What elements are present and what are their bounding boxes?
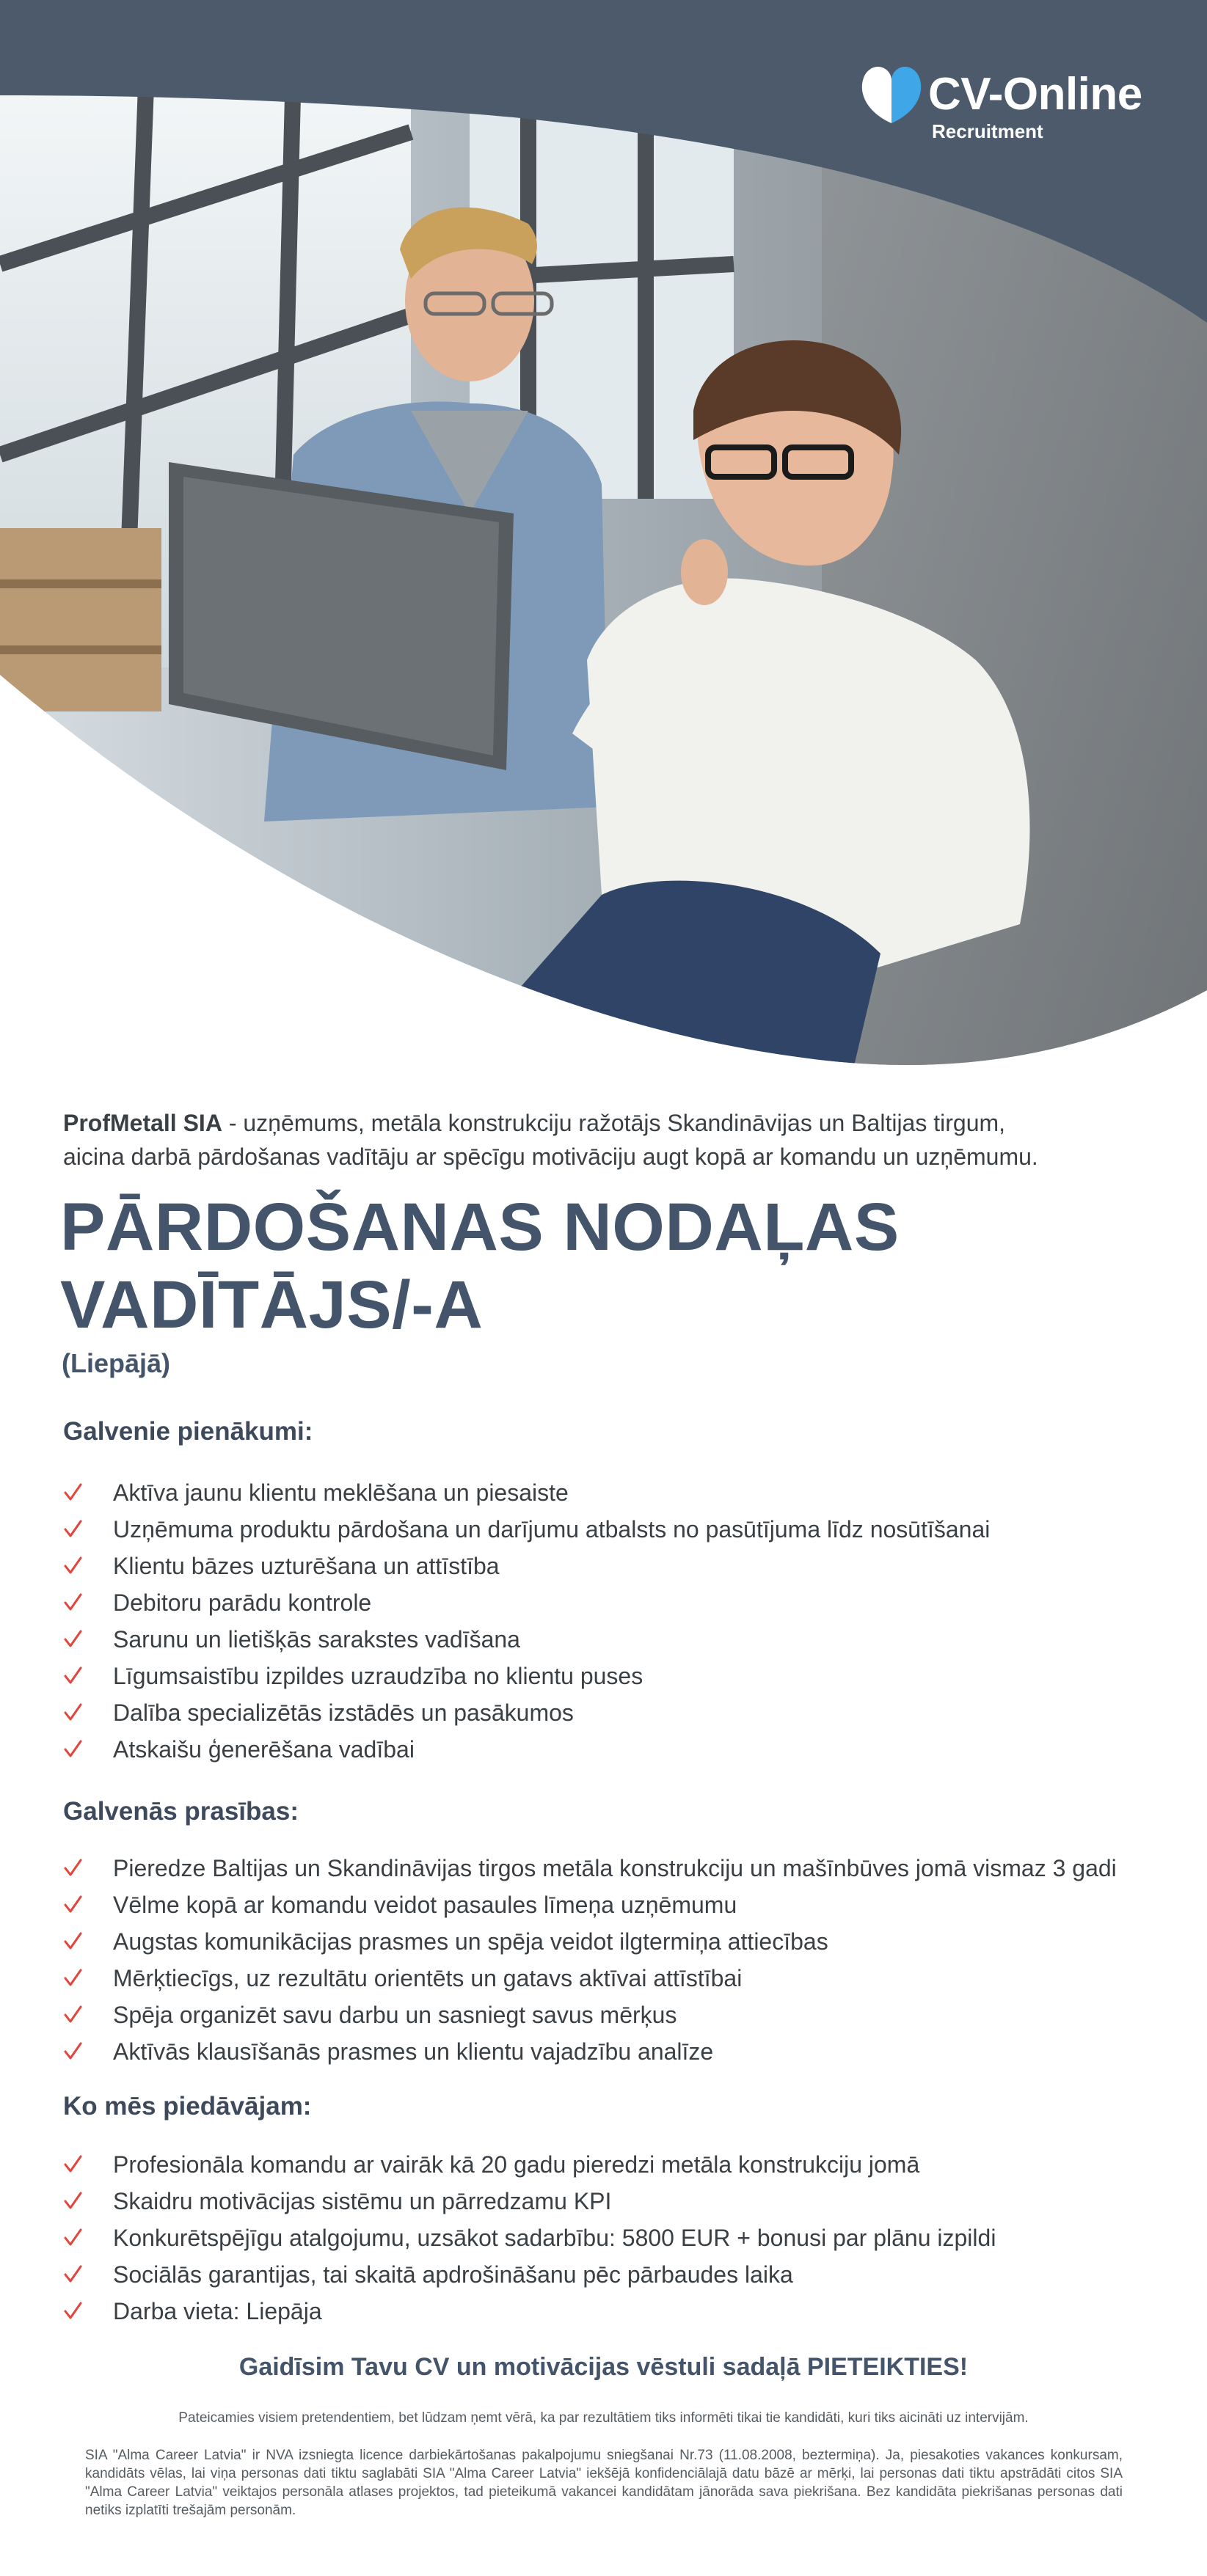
list-item-text: Mērķtiecīgs, uz rezultātu orientēts un gatavs aktīvai attīstībai xyxy=(113,1965,743,1991)
brand-name: CV-Online xyxy=(928,69,1142,120)
check-icon xyxy=(63,1740,82,1759)
list-item-text: Spēja organizēt savu darbu un sasniegt savus mērķus xyxy=(113,2002,677,2028)
check-icon xyxy=(63,1630,82,1649)
duties-list xyxy=(63,1474,990,1768)
list-item xyxy=(63,1850,1117,1887)
check-icon xyxy=(63,1969,82,1988)
list-item-text: Konkurētspējīgu atalgojumu, uzsākot sadarbību: 5800 EUR + bonusi par plānu izpildi xyxy=(113,2225,996,2251)
check-icon xyxy=(63,1556,82,1576)
section-heading-offer: Ko mēs piedāvājam: xyxy=(63,2092,312,2121)
job-title xyxy=(60,1188,1146,1344)
hero-banner xyxy=(0,0,1207,1078)
list-item xyxy=(63,1584,990,1621)
list-item-text: Profesionāla komandu ar vairāk kā 20 gadu pieredzi metāla konstrukciju jomā xyxy=(113,2151,920,2178)
list-item-text: Skaidru motivācijas sistēmu un pārredzamu KPI xyxy=(113,2188,612,2214)
list-item-text: Sociālās garantijas, tai skaitā apdrošināšanu pēc pārbaudes laika xyxy=(113,2261,793,2288)
legal-disclaimer: SIA "Alma Career Latvia" ir NVA izsniegta licence darbiekārtošanas pakalpojumu sniegšanai Nr.73 (11.08.2008, beztermiņa). Ja, piesakoties vakances konkursam, kandidāts vēlas, lai viņa personas dati tiktu saglabāti SIA "Alma Career Latvia" iekšējā konfidenciālajā datu bāzē ar mērķi, lai personas dati tiktu apstrādāti citos SIA "Alma Career Latvia" veiktajos personāla atlases projektos, tad pieteikumā vakancei kandidātam jānorāda sava piekrišana. Bez kandidāta piekrišanas personas dati netiks izplatīti trešajām personām. xyxy=(85,2448,1123,2518)
list-item-text: Darba vieta: Liepāja xyxy=(113,2298,322,2324)
check-icon xyxy=(63,1666,82,1686)
candidates-note: Pateicamies visiem pretendentiem, bet lūdzam ņemt vērā, ka par rezultātiem tiks informēti tikai tie kandidāti, kuri tiks aicināti uz intervijām. xyxy=(178,2410,1029,2426)
job-title-line-2: VADĪTĀJS/-A xyxy=(60,1267,484,1342)
check-icon xyxy=(63,2302,82,2321)
list-item-text: Atskaišu ģenerēšana vadībai xyxy=(113,1736,415,1763)
list-item xyxy=(63,1474,990,1511)
cv-online-logo-icon xyxy=(855,56,928,129)
list-item xyxy=(63,1887,1117,1923)
list-item xyxy=(63,2256,996,2293)
list-item xyxy=(63,2033,1117,2070)
hero-photo xyxy=(0,0,1207,1078)
check-icon xyxy=(63,1593,82,1612)
list-item xyxy=(63,1621,990,1658)
list-item-text: Pieredze Baltijas un Skandināvijas tirgos metāla konstrukciju un mašīnbūves jomā vismaz 3 gadi xyxy=(113,1855,1117,1881)
apply-call-to-action: Gaidīsim Tavu CV un motivācijas vēstuli sadaļā PIETEIKTIES! xyxy=(238,2353,969,2381)
section-heading-requirements: Galvenās prasības: xyxy=(63,1797,299,1826)
list-item-text: Augstas komunikācijas prasmes un spēja veidot ilgtermiņa attiecības xyxy=(113,1928,828,1955)
check-icon xyxy=(63,1520,82,1539)
list-item xyxy=(63,2293,996,2330)
list-item xyxy=(63,1548,990,1584)
list-item-text: Aktīva jaunu klientu meklēšana un piesaiste xyxy=(113,1479,569,1506)
list-item xyxy=(63,1923,1117,1960)
check-icon xyxy=(63,2265,82,2284)
section-heading-duties: Galvenie pienākumi: xyxy=(63,1417,313,1446)
list-item-text: Sarunu un lietišķās sarakstes vadīšana xyxy=(113,1626,520,1653)
intro-line-2: aicina darbā pārdošanas vadītāju ar spēcīgu motivāciju augt kopā ar komandu un uzņēmumu. xyxy=(63,1144,1038,1170)
company-name: ProfMetall SIA xyxy=(63,1110,222,1136)
job-title-line-1: PĀRDOŠANAS NODAĻAS xyxy=(60,1190,900,1265)
list-item xyxy=(63,1960,1117,1997)
list-item-text: Vēlme kopā ar komandu veidot pasaules līmeņa uzņēmumu xyxy=(113,1892,737,1918)
list-item-text: Uzņēmuma produktu pārdošana un darījumu atbalsts no pasūtījuma līdz nosūtīšanai xyxy=(113,1516,991,1543)
check-icon xyxy=(63,2155,82,2174)
list-item xyxy=(63,2146,996,2183)
check-icon xyxy=(63,2042,82,2061)
list-item-text: Debitoru parādu kontrole xyxy=(113,1589,372,1616)
list-item xyxy=(63,1511,990,1548)
list-item-text: Līgumsaistību izpildes uzraudzība no klientu puses xyxy=(113,1663,643,1689)
check-icon xyxy=(63,1703,82,1722)
brand-subtitle: Recruitment xyxy=(932,120,1043,142)
list-item xyxy=(63,1694,990,1731)
intro-line-1: - uzņēmums, metāla konstrukciju ražotājs Skandināvijas un Baltijas tirgum, xyxy=(222,1110,1006,1136)
intro-text xyxy=(63,1106,1149,1174)
list-item xyxy=(63,2220,996,2256)
list-item-text: Dalība specializētās izstādēs un pasākumos xyxy=(113,1699,574,1726)
check-icon xyxy=(63,1859,82,1878)
list-item-text: Aktīvās klausīšanās prasmes un klientu vajadzību analīze xyxy=(113,2038,714,2065)
check-icon xyxy=(63,1932,82,1951)
check-icon xyxy=(63,1895,82,1914)
requirements-list xyxy=(63,1850,1117,2070)
offer-list xyxy=(63,2146,996,2330)
list-item xyxy=(63,2183,996,2220)
check-icon xyxy=(63,2228,82,2247)
list-item xyxy=(63,1997,1117,2033)
list-item xyxy=(63,1658,990,1694)
check-icon xyxy=(63,2005,82,2024)
list-item-text: Klientu bāzes uzturēšana un attīstība xyxy=(113,1553,500,1579)
list-item xyxy=(63,1731,990,1768)
job-location: (Liepājā) xyxy=(62,1348,171,1378)
check-icon xyxy=(63,2192,82,2211)
cv-online-logo[interactable] xyxy=(855,56,1163,142)
check-icon xyxy=(63,1483,82,1502)
